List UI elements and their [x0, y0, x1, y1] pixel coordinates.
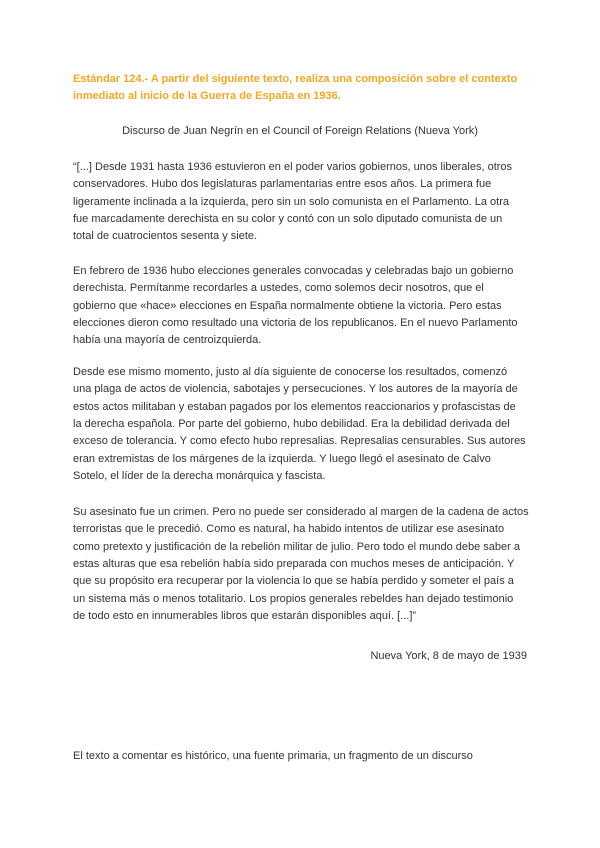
paragraph-line: gobierno que «hace» elecciones en España normalmente obtiene la victoria. Pero estas: [73, 299, 502, 312]
speech-date: Nueva York, 8 de mayo de 1939: [370, 650, 527, 662]
paragraph-line: elecciones dieron como resultado una victoria de los republicanos. En el nuevo Parlamento: [73, 316, 518, 329]
speech-subtitle: Discurso de Juan Negrín en el Council of Foreign Relations (Nueva York): [122, 125, 478, 137]
paragraph-line: fue marcadamente derechista en su color y contó con un solo diputado comunista de un: [73, 212, 503, 225]
paragraph-line: total de cuatrocientos sesenta y siete.: [73, 230, 258, 243]
paragraph-line: había una mayoría de centroizquierda.: [73, 334, 262, 347]
paragraph-line: eran extremistas de los márgenes de la izquierda. Y luego llegó el asesinato de Calvo: [73, 452, 491, 465]
paragraph-line: terroristas que le precedió. Como es natural, ha habido intentos de utilizar ese asesinato: [73, 523, 505, 536]
paragraph-line: que su propósito era recuperar por la violencia lo que se había perdido y someter el país a: [73, 575, 514, 588]
paragraph-line: Desde ese mismo momento, justo al día siguiente de conocerse los resultados, comenzó: [73, 366, 508, 378]
paragraph-line: conservadores. Hubo dos legislaturas parlamentarias entre esos años. La primera fue: [73, 178, 492, 191]
paragraph-line: la derecha española. Por parte del gobierno, hubo debilidad. Era la debilidad derivada del: [73, 417, 510, 430]
paragraph-line: estos actos militaban y estaban pagados por los elementos reaccionarios y profascistas de: [73, 400, 516, 413]
paragraph-line: exceso de tolerancia. Y como efecto hubo represalias. Represalias censurables. Sus autores: [73, 435, 526, 448]
paragraph-line: como pretexto y justificación de la rebelión militar de julio. Pero todo el mundo debe saber a: [73, 540, 520, 553]
paragraph-line: derechista. Permítanme recordarles a ustedes, como solemos decir nosotros, que el: [73, 282, 484, 295]
commentary-text: El texto a comentar es histórico, una fuente primaria, un fragmento de un discurso: [73, 750, 473, 762]
exercise-title-line: inmediato al inicio de la Guerra de España en 1936.: [73, 90, 341, 103]
paragraph-line: un sistema más o menos totalitario. Los propios generales rebeldes han dejado testimonio: [73, 592, 514, 605]
paragraph-line: Sotelo, el líder de la derecha monárquica y fascista.: [73, 469, 326, 482]
paragraph-line: una plaga de actos de violencia, sabotajes y persecuciones. Y los autores de la mayoría de: [73, 383, 518, 396]
paragraph-line: En febrero de 1936 hubo elecciones generales convocadas y celebradas bajo un gobierno: [73, 265, 514, 277]
paragraph-line: estas alturas que esa rebelión había sido preparada con muchos meses de anticipación. Y: [73, 557, 515, 570]
exercise-title-line: Estándar 124.- A partir del siguiente texto, realiza una composición sobre el contexto: [73, 73, 518, 85]
paragraph-line: Su asesinato fue un crimen. Pero no puede ser considerado al margen de la cadena de actos: [73, 506, 529, 518]
paragraph-line: “[...] Desde 1931 hasta 1936 estuvieron en el poder varios gobiernos, unos liberales, otros: [73, 161, 513, 173]
paragraph-line: de todo esto en innumerables libros que estarán disponibles aquí. [...]”: [73, 609, 417, 622]
paragraph-line: ligeramente inclinada a la izquierda, pero sin un solo comunista en el Parlamento. La otra: [73, 195, 509, 208]
